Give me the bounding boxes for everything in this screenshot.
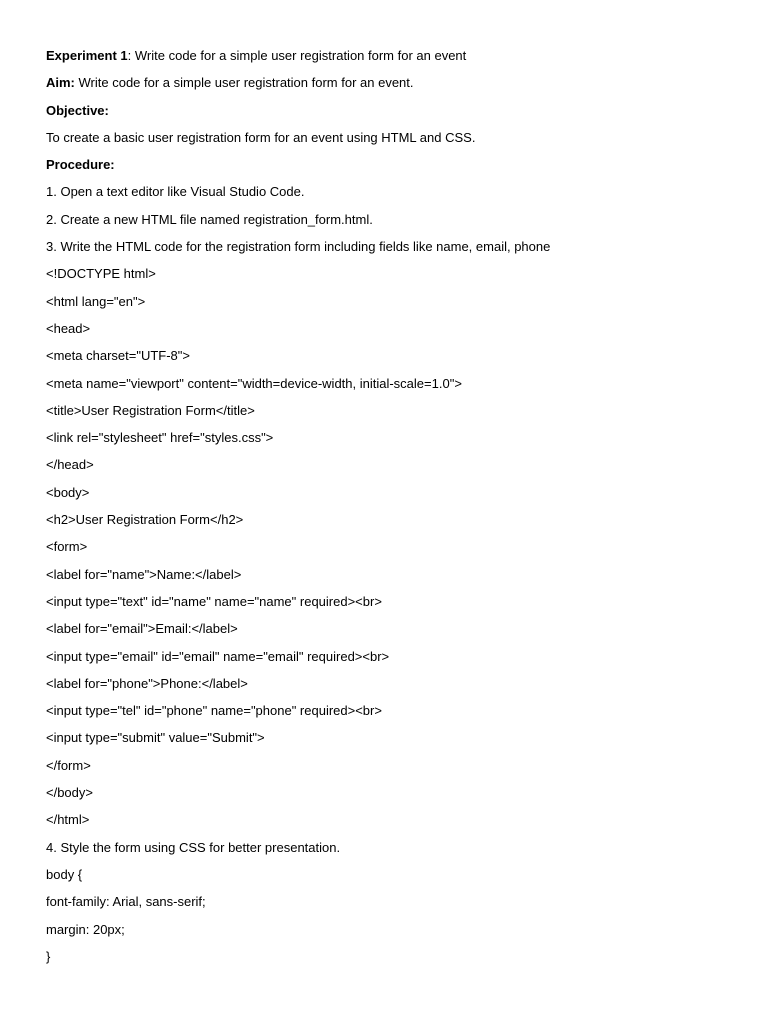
aim-label: Aim: xyxy=(46,75,75,91)
html-code-line: </html> xyxy=(46,812,90,828)
html-code-line: <head> xyxy=(46,320,91,336)
html-code-line: <form> xyxy=(46,539,88,555)
html-code-line: <body> xyxy=(46,484,90,500)
procedure-heading: Procedure: xyxy=(46,157,115,173)
html-code-line: <h2>User Registration Form</h2> xyxy=(46,512,244,528)
html-code-line: <input type="text" id="name" name="name" required><br> xyxy=(46,593,382,609)
objective-heading: Objective: xyxy=(46,102,109,118)
html-code-line: <input type="email" id="email" name="email" required><br> xyxy=(46,648,390,664)
procedure-step: 3. Write the HTML code for the registration form including fields like name, email, phone xyxy=(46,239,551,255)
aim-line xyxy=(46,69,768,96)
html-code-line: </body> xyxy=(46,785,93,801)
experiment-label: Experiment 1 xyxy=(46,48,128,63)
procedure-step: 2. Create a new HTML file named registration_form.html. xyxy=(46,211,373,227)
aim-text: Write code for a simple user registration form for an event. xyxy=(74,75,414,91)
html-code-line: </head> xyxy=(46,457,94,473)
css-code-line: font-family: Arial, sans-serif; xyxy=(46,894,206,910)
procedure-step: 1. Open a text editor like Visual Studio Code. xyxy=(46,184,305,200)
html-code-line: </form> xyxy=(46,757,91,773)
html-code-line: <label for="email">Email:</label> xyxy=(46,621,238,637)
objective-text: To create a basic user registration form for an event using HTML and CSS. xyxy=(46,129,476,145)
experiment-title xyxy=(46,42,768,69)
html-code-line: <meta name="viewport" content="width=device-width, initial-scale=1.0"> xyxy=(46,375,462,391)
html-code-line: <link rel="stylesheet" href="styles.css"> xyxy=(46,430,274,446)
css-code-line: body { xyxy=(46,866,83,882)
css-code-line: margin: 20px; xyxy=(46,921,125,937)
html-code-line: <!DOCTYPE html> xyxy=(46,266,156,282)
html-code-line: <label for="name">Name:</label> xyxy=(46,566,242,582)
html-code-line: <meta charset="UTF-8"> xyxy=(46,348,190,364)
html-code-line: <label for="phone">Phone:</label> xyxy=(46,675,248,691)
html-code-line: <title>User Registration Form</title> xyxy=(46,402,255,418)
html-code-line: <input type="tel" id="phone" name="phone" required><br> xyxy=(46,703,382,719)
experiment-text: : Write code for a simple user registration form for an event xyxy=(127,48,467,63)
html-code-line: <html lang="en"> xyxy=(46,293,146,309)
css-code-line: } xyxy=(46,948,51,964)
html-code-line: <input type="submit" value="Submit"> xyxy=(46,730,265,746)
procedure-step: 4. Style the form using CSS for better presentation. xyxy=(46,839,341,855)
